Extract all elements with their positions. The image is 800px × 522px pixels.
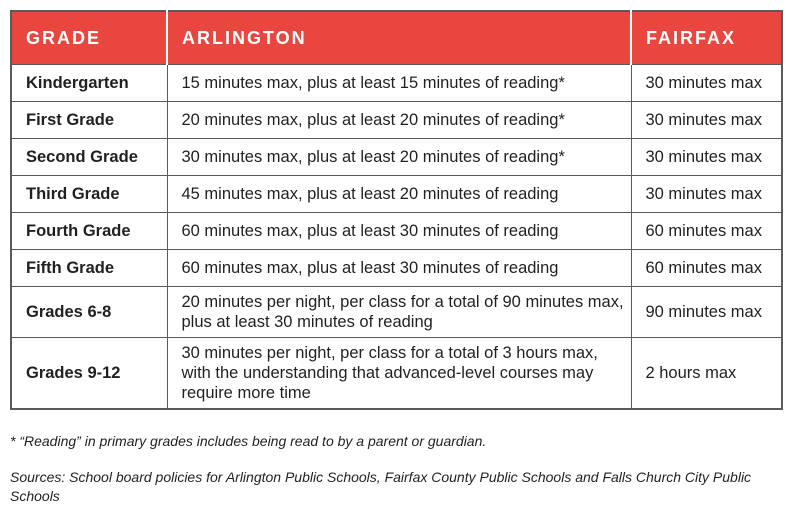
grade-cell: Second Grade [11, 139, 167, 176]
table-row [11, 338, 782, 410]
table-row [11, 102, 782, 139]
fairfax-cell: 30 minutes max [631, 139, 782, 176]
header-arlington: ARLINGTON [167, 11, 631, 65]
arlington-cell: 30 minutes max, plus at least 20 minutes of reading* [167, 139, 631, 176]
table-row [11, 65, 782, 102]
homework-policy-table [10, 10, 783, 410]
header-grade: GRADE [11, 11, 167, 65]
table-row [11, 139, 782, 176]
fairfax-cell: 60 minutes max [631, 213, 782, 250]
table-body [11, 65, 782, 410]
table-row [11, 250, 782, 287]
fairfax-cell: 90 minutes max [631, 287, 782, 338]
grade-cell: Fifth Grade [11, 250, 167, 287]
table-row [11, 213, 782, 250]
grade-cell: Third Grade [11, 176, 167, 213]
fairfax-cell: 30 minutes max [631, 176, 782, 213]
fairfax-cell: 2 hours max [631, 338, 782, 410]
fairfax-cell: 30 minutes max [631, 65, 782, 102]
header-row [11, 11, 782, 65]
grade-cell: Fourth Grade [11, 213, 167, 250]
grade-cell: Kindergarten [11, 65, 167, 102]
arlington-cell: 30 minutes per night, per class for a total of 3 hours max, with the understanding that advanced-level courses may require more time [167, 338, 631, 410]
arlington-cell: 60 minutes max, plus at least 30 minutes of reading [167, 250, 631, 287]
reading-footnote: * “Reading” in primary grades includes being read to by a parent or guardian. [10, 433, 487, 449]
arlington-cell: 15 minutes max, plus at least 15 minutes of reading* [167, 65, 631, 102]
fairfax-cell: 60 minutes max [631, 250, 782, 287]
arlington-cell: 20 minutes per night, per class for a total of 90 minutes max, plus at least 30 minutes of reading [167, 287, 631, 338]
table-row [11, 176, 782, 213]
grade-cell: Grades 6-8 [11, 287, 167, 338]
grade-cell: First Grade [11, 102, 167, 139]
sources-note: Sources: School board policies for Arlington Public Schools, Fairfax County Public Schools and Falls Church City Public Schools [10, 469, 752, 504]
arlington-cell: 60 minutes max, plus at least 30 minutes of reading [167, 213, 631, 250]
header-fairfax: FAIRFAX [631, 11, 782, 65]
arlington-cell: 45 minutes max, plus at least 20 minutes of reading [167, 176, 631, 213]
fairfax-cell: 30 minutes max [631, 102, 782, 139]
table-row [11, 287, 782, 338]
table-header [11, 11, 782, 65]
grade-cell: Grades 9-12 [11, 338, 167, 410]
arlington-cell: 20 minutes max, plus at least 20 minutes of reading* [167, 102, 631, 139]
